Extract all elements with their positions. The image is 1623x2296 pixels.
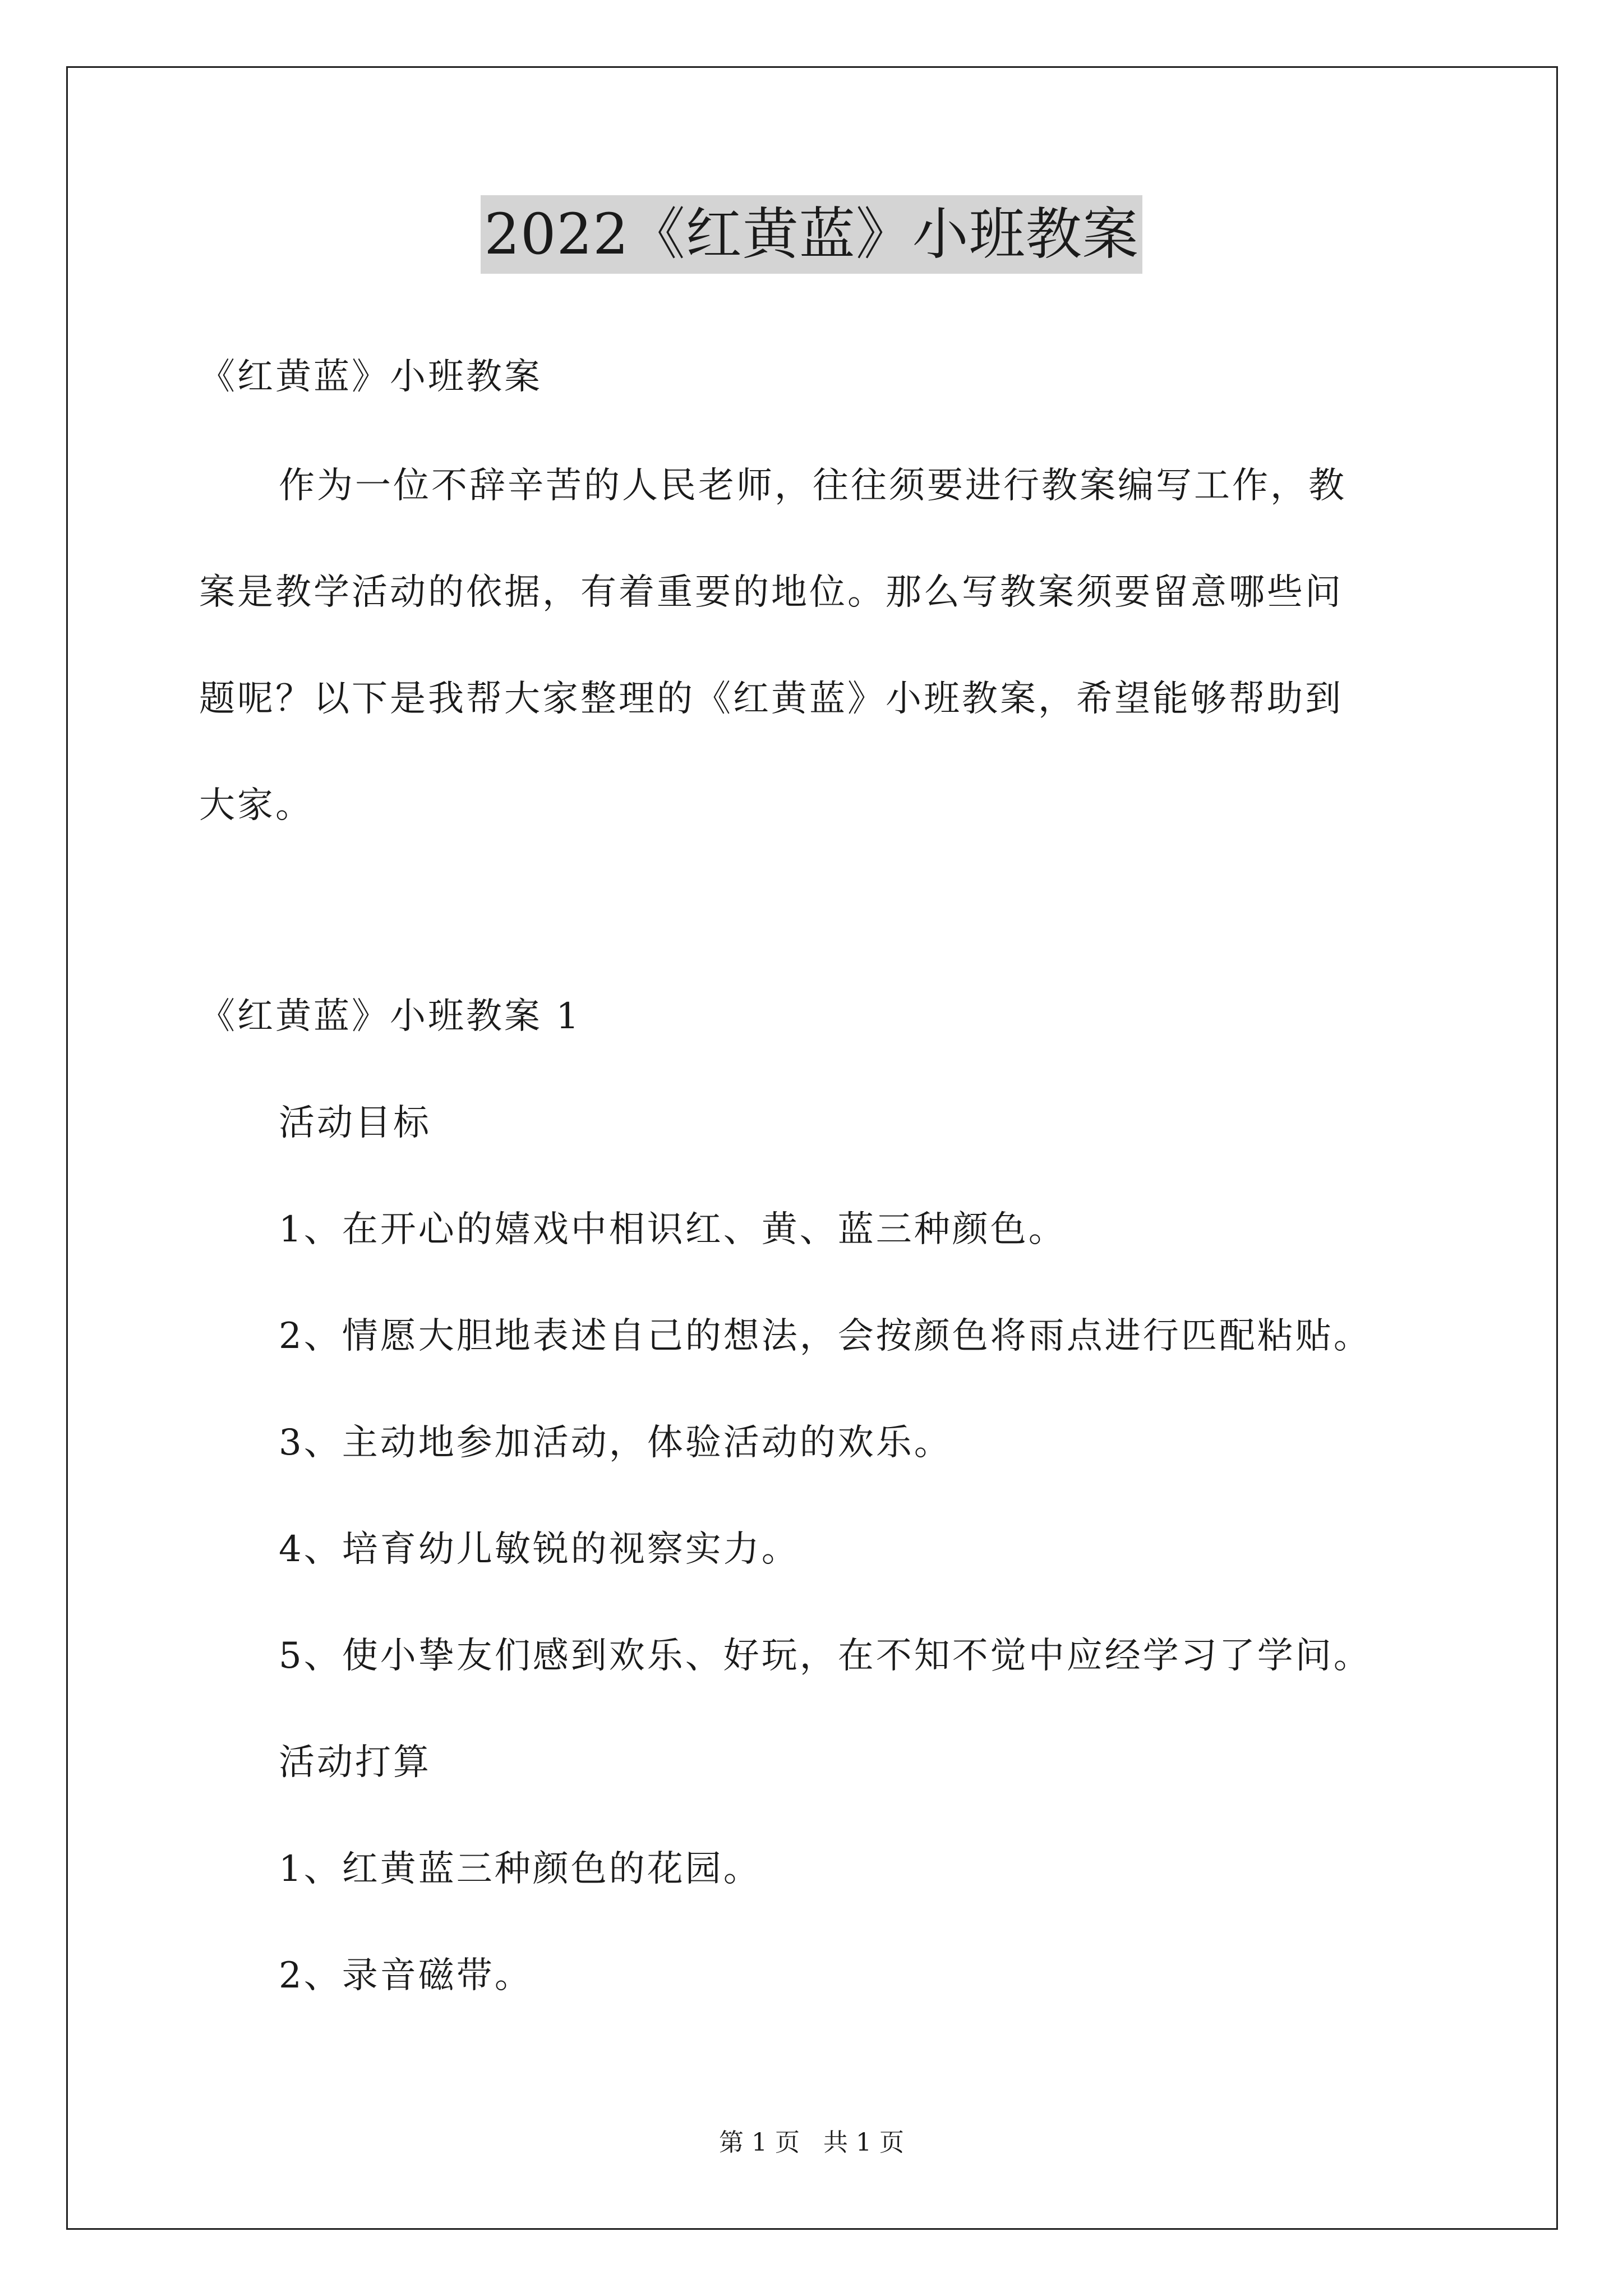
goals-heading: 活动目标	[279, 1102, 431, 1144]
prep-item-2: 2、录音磁带。	[279, 1955, 533, 1996]
document-subtitle: 《红黄蓝》小班教案	[199, 356, 542, 398]
intro-line-2: 案是教学活动的依据，有着重要的地位。那么写教案须要留意哪些问	[199, 572, 1343, 613]
prep-heading: 活动打算	[279, 1742, 431, 1783]
prep-item-1: 1、红黄蓝三种颜色的花园。	[279, 1848, 762, 1890]
goal-item-1: 1、在开心的嬉戏中相识红、黄、蓝三种颜色。	[279, 1209, 1067, 1250]
intro-line-4: 大家。	[199, 785, 313, 826]
section-title: 《红黄蓝》小班教案 1	[199, 996, 582, 1037]
intro-line-3: 题呢？以下是我帮大家整理的《红黄蓝》小班教案，希望能够帮助到	[199, 678, 1343, 720]
goal-item-2: 2、情愿大胆地表述自己的想法，会按颜色将雨点进行匹配粘贴。	[279, 1315, 1372, 1357]
page-footer: 第 1 页 共 1 页	[719, 2128, 904, 2157]
intro-line-1: 作为一位不辞辛苦的人民老师，往往须要进行教案编写工作，教	[279, 465, 1347, 507]
title-container	[0, 195, 1623, 274]
goal-item-5: 5、使小挚友们感到欢乐、好玩，在不知不觉中应经学习了学问。	[279, 1635, 1372, 1677]
goal-item-4: 4、培育幼儿敏锐的视察实力。	[279, 1529, 800, 1570]
goal-item-3: 3、主动地参加活动，体验活动的欢乐。	[279, 1422, 952, 1464]
document-title: 2022《红黄蓝》小班教案	[481, 195, 1142, 274]
